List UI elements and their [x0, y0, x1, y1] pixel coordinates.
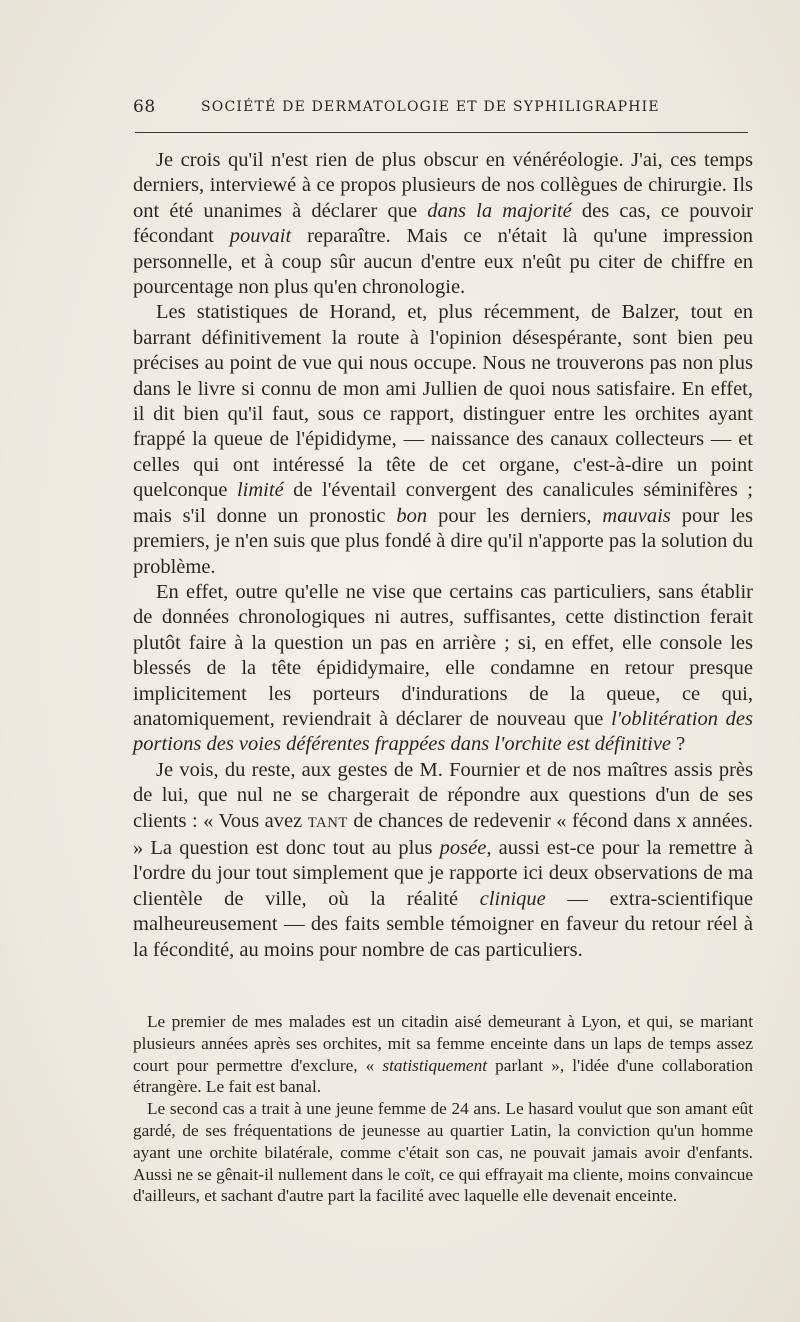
- running-title: SOCIÉTÉ DE DERMATOLOGIE ET DE SYPHILIGRAPHIE: [201, 99, 660, 115]
- paragraph: Les statistiques de Horand, et, plus récemment, de Balzer, tout en barrant définitivement la route à l'opinion désespérante, sont bien peu précises au point de vue qui nous occupe. Nous ne trouverons pas non plus dans le livre si connu de mon ami Jullien de quoi nous satisfaire. En effet, il dit bien qu'il faut, sous ce rapport, distinguer entre les orchites ayant frappé la queue de l'épididyme, — naissance des canaux collecteurs — et celles qui ont intéressé la tête de cet organe, c'est-à-dire un point quelconque limité de l'éventail convergent des canalicules séminifères ; mais s'il donne un pronostic bon pour les derniers, mauvais pour les premiers, je n'en suis que plus fondé à dire qu'il n'apporte pas la solution du problème.: [133, 301, 753, 578]
- paragraph: Je crois qu'il n'est rien de plus obscur en vénéréologie. J'ai, ces temps derniers, interviewé à ce propos plusieurs de nos collègues de chirurgie. Ils ont été unanimes à déclarer que dans la majorité des cas, ce pouvoir fécondant pouvait reparaître. Mais ce n'était là qu'une impression personnelle, et à coup sûr aucun d'entre eux n'eût pu citer de chiffre en pourcentage non plus qu'en chronologie.: [133, 149, 753, 299]
- paragraph: En effet, outre qu'elle ne vise que certains cas particuliers, sans établir de données chronologiques ni autres, suffisantes, cette distinction ferait plutôt faire à la question un pas en arrière ; si, en effet, elle console les blessés de la tête épididymaire, elle condamne en retour presque implicitement les porteurs d'indurations de la queue, ce qui, anatomiquement, reviendrait à déclarer de nouveau que l'oblitération des portions des voies déférentes frappées dans l'orchite est définitive ?: [133, 580, 753, 756]
- case-observations: [133, 1011, 753, 1207]
- page-number: 68: [133, 97, 156, 117]
- observation-paragraph: Le premier de mes malades est un citadin aisé demeurant à Lyon, et qui, se mariant plusieurs années après ses orchites, mit sa femme enceinte dans un laps de temps assez court pour permettre d'exclure, « statistiquement parlant », l'idée d'une collaboration étrangère. Le fait est banal.: [133, 1012, 753, 1097]
- observation-paragraph: Le second cas a trait à une jeune femme de 24 ans. Le hasard voulut que son amant eût gardé, de ses fréquentations de jeunesse au quartier Latin, la conviction qu'un homme ayant une orchite bilatérale, comme c'était son cas, ne pouvait jamais avoir d'enfants. Aussi ne se gênait-il nullement dans le coït, ce qui effrayait ma cliente, moins convaincue d'ailleurs, et sachant d'autre part la facilité avec laquelle elle devenait enceinte.: [133, 1099, 753, 1206]
- paragraph: Je vois, du reste, aux gestes de M. Fournier et de nos maîtres assis près de lui, que nul ne se chargerait de répondre aux questions d'un de ses clients : « Vous avez TANT de chances de redevenir « fécond dans x années. » La question est donc tout au plus posée, aussi est-ce pour la remettre à l'ordre du jour tout simplement que je rapporte ici deux observations de ma clientèle de ville, où la réalité clinique — extra-scientifique malheureusement — des faits semble témoigner en faveur du retour réel à la fécondité, au moins pour nombre de cas particuliers.: [133, 758, 754, 961]
- header-rule: [135, 132, 748, 133]
- main-text: [133, 148, 753, 963]
- page-header: [133, 97, 750, 123]
